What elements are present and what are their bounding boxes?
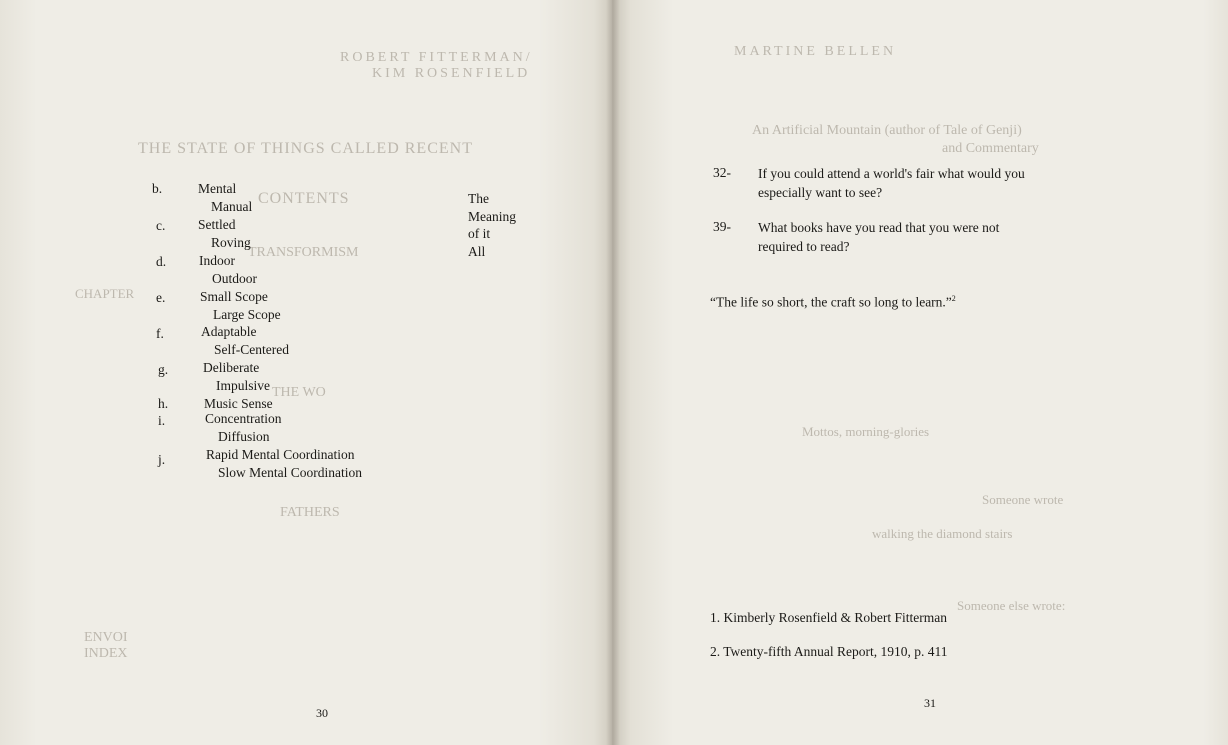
list-item-second: Impulsive bbox=[216, 378, 270, 393]
page-number: 30 bbox=[316, 706, 328, 720]
list-letter: b. bbox=[152, 181, 163, 196]
list-letter: h. bbox=[158, 396, 169, 411]
list-letter: i. bbox=[158, 413, 166, 428]
side-stack-word: All bbox=[468, 243, 486, 259]
side-stack-word: The bbox=[468, 191, 489, 206]
show-through-text: An Artificial Mountain (author of Tale of Genji) bbox=[752, 123, 1022, 138]
list-item bbox=[198, 216, 251, 252]
question-text: If you could attend a world's fair what would you especially want to see? bbox=[758, 166, 1025, 200]
show-through-text: ENVOI bbox=[84, 630, 128, 645]
list-letter: e. bbox=[156, 290, 166, 305]
list-item-second: Large Scope bbox=[213, 307, 281, 322]
show-through-text: MARTINE BELLEN bbox=[734, 44, 897, 59]
list-item-second: Roving bbox=[211, 235, 251, 250]
show-through-text: walking the diamond stairs bbox=[872, 526, 1013, 541]
list-item-second: Slow Mental Coordination bbox=[218, 465, 362, 480]
list-item bbox=[200, 288, 281, 324]
show-through-text: KIM ROSENFIELD bbox=[372, 66, 531, 81]
list-item bbox=[205, 410, 281, 446]
side-stack bbox=[468, 190, 516, 260]
list-item bbox=[198, 180, 252, 216]
footnote-marker: 2 bbox=[951, 294, 956, 303]
show-through-text: INDEX bbox=[84, 646, 128, 661]
show-through-text: Mottos, morning-glories bbox=[802, 424, 930, 439]
list-item-first: Mental bbox=[198, 181, 237, 196]
list-item-first: Deliberate bbox=[203, 360, 260, 375]
list-item-second: Manual bbox=[211, 199, 253, 214]
list-item-second: Diffusion bbox=[218, 429, 270, 444]
show-through-text: ROBERT FITTERMAN/ bbox=[340, 50, 533, 65]
list-item bbox=[201, 323, 289, 359]
show-through-text: FATHERS bbox=[280, 505, 340, 520]
list-item-first: Small Scope bbox=[200, 289, 268, 304]
page-number: 31 bbox=[924, 696, 936, 710]
list-item-first: Music Sense bbox=[204, 396, 273, 411]
show-through-text: THE WO bbox=[272, 385, 326, 400]
book-gutter bbox=[606, 0, 620, 745]
show-through-text: CONTENTS bbox=[258, 190, 350, 207]
list-item-first: Settled bbox=[198, 217, 236, 232]
list-item-first: Indoor bbox=[199, 253, 235, 268]
side-stack-word: Meaning bbox=[468, 208, 516, 224]
list-item-second: Self-Centered bbox=[214, 342, 289, 357]
quote bbox=[710, 290, 956, 311]
show-through-text: Someone wrote bbox=[982, 492, 1064, 507]
show-through-text: and Commentary bbox=[942, 141, 1039, 156]
list-letter: f. bbox=[156, 326, 164, 341]
question-text: What books have you read that you were not required to read? bbox=[758, 220, 1000, 254]
side-stack-word: of it bbox=[468, 226, 491, 241]
footnote: 1. Kimberly Rosenfield & Robert Fitterman bbox=[710, 610, 947, 625]
list-item-second: Outdoor bbox=[212, 271, 257, 286]
right-page bbox=[612, 0, 1228, 745]
show-through-text: Someone else wrote: bbox=[957, 598, 1066, 613]
left-page bbox=[0, 0, 612, 745]
list-letter: c. bbox=[156, 218, 166, 233]
question-number: 39- bbox=[713, 219, 731, 234]
footnote: 2. Twenty-fifth Annual Report, 1910, p. 411 bbox=[710, 644, 948, 659]
show-through-text: TRANSFORMISM bbox=[248, 245, 359, 260]
list-letter: d. bbox=[156, 254, 167, 269]
list-letter: g. bbox=[158, 362, 169, 377]
list-item bbox=[203, 359, 270, 395]
list-item bbox=[199, 252, 257, 288]
list-item-first: Rapid Mental Coordination bbox=[206, 447, 355, 462]
show-through-text: CHAPTER bbox=[75, 286, 135, 301]
list-item bbox=[206, 446, 362, 482]
list-item-first: Adaptable bbox=[201, 324, 257, 339]
quote-text: “The life so short, the craft so long to learn.” bbox=[710, 294, 952, 310]
show-through-text: THE STATE OF THINGS CALLED RECENT bbox=[138, 140, 473, 157]
question-number: 32- bbox=[713, 165, 731, 180]
list-item-first: Concentration bbox=[205, 411, 282, 426]
list-letter: j. bbox=[158, 452, 166, 467]
